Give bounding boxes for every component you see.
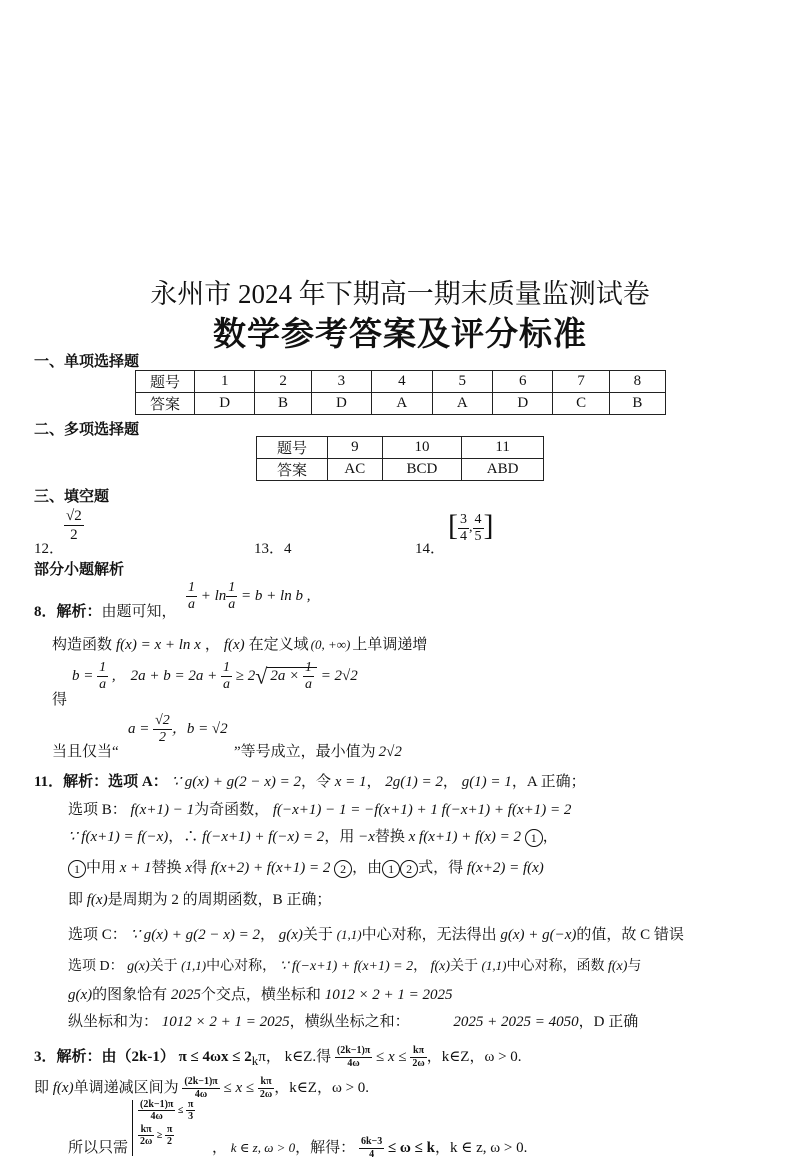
q12-denominator: 2 <box>70 527 78 543</box>
q14-frac1-den: 4 <box>460 528 467 544</box>
q11-math: g(x) + g(−x) <box>500 927 577 943</box>
q3-line2: 即 f(x)单调递减区间为 $\frac{(2k-1)\pi}{4\omega}$ ≤ x ≤ $\frac{k\pi}{2\omega}$ ，k∈Z，ω > 0. <box>34 1076 370 1101</box>
q8-text: 上单调递增 <box>352 637 428 653</box>
q3-math: ≤ x ≤ <box>376 1049 407 1065</box>
q12-answer <box>64 507 84 544</box>
q11-math: g(x) <box>278 927 303 943</box>
q11-text: 即 <box>68 892 84 908</box>
q8-line2 <box>52 633 427 654</box>
question-number: 2 <box>255 371 311 393</box>
question-number: 3 <box>311 371 371 393</box>
section-fill-blank-heading: 三、填空题 <box>34 487 110 505</box>
answer-cell: BCD <box>382 459 462 481</box>
answer-cell: B <box>609 393 665 415</box>
comma-icon: , <box>469 520 473 536</box>
q11-text: 得 <box>191 860 207 876</box>
q8-solution <box>34 600 177 621</box>
q3-text: ，k∈Z，ω > 0. <box>274 1080 370 1096</box>
q3-text: ， <box>212 1140 228 1156</box>
q3-math: k ∈ z, ω > 0 <box>230 1140 296 1155</box>
q11-text: 关于 <box>302 927 333 943</box>
q11-text: 中心对称，无法得出 <box>361 927 497 943</box>
right-bracket-icon: ] <box>483 509 494 542</box>
q11-text: ， <box>442 774 458 790</box>
question-number: 4 <box>372 371 432 393</box>
answer-cell: ABD <box>462 459 544 481</box>
q14-label: 14． <box>415 541 446 557</box>
left-brace-icon <box>132 1100 133 1156</box>
q8-text: ”等号成立，最小值为 <box>234 744 376 760</box>
q11-text: 为奇函数， <box>194 802 270 818</box>
q11-text: ，D 正确 <box>578 1014 639 1030</box>
q11-text: 中心对称，函数 <box>506 959 605 974</box>
q11-math: 2025 <box>170 987 201 1003</box>
section-single-choice-heading: 一、单项选择题 <box>34 352 140 370</box>
q11-text: 式，得 <box>418 860 464 876</box>
row-label: 题号 <box>136 371 195 393</box>
q11-text: ，用 <box>324 829 355 845</box>
question-number: 7 <box>553 371 609 393</box>
q11-text: 关于 <box>450 959 479 974</box>
table-row <box>257 459 544 481</box>
q13-answer: 13．4 <box>254 541 292 557</box>
q11-math: 1012 × 2 + 1 = 2025 <box>324 987 453 1003</box>
q3-math: f(x) <box>52 1080 74 1096</box>
q11-line-c: ∵ f(x+1) = f(−x)，∴ f(−x+1) + f(−x) = 2，用 −x替换 x f(x+1) + f(x) = 2 1 ， <box>68 829 558 845</box>
q11-math: (1,1) <box>336 927 362 942</box>
q11-math: f(x+2) + f(x+1) = 2 <box>210 860 331 876</box>
q11-text: ，∴ <box>168 829 199 845</box>
q11-math: ∵ g(x) + g(2 − x) = 2 <box>130 927 260 943</box>
q11-text: 关于 <box>149 959 178 974</box>
q11-line-b <box>68 798 571 819</box>
question-number: 8 <box>609 371 665 393</box>
q8-math: f(x) <box>223 637 245 653</box>
q11-math: (1,1) <box>481 958 507 973</box>
q11-math: g(x) <box>127 959 150 974</box>
q11-math: f(x+1) + f(x) = 2 <box>419 829 522 845</box>
q3-math: π， <box>258 1049 281 1065</box>
q11-math: ∵ f(−x+1) + f(x+1) = 2 <box>279 959 414 974</box>
q11-math: 1012 × 2 + 1 = 2025 <box>161 1014 290 1030</box>
q3-math: π ≤ 4ωx ≤ 2 <box>178 1049 252 1065</box>
answer-cell: A <box>432 393 492 415</box>
q8-math: f(x) = x + ln x <box>116 637 201 653</box>
q3-text: 即 <box>34 1080 50 1096</box>
q11-math: f(−x+1) + f(−x) = 2 <box>202 829 325 845</box>
row-label: 题号 <box>257 437 328 459</box>
circled-two-icon: 2 <box>334 860 352 878</box>
table-row <box>136 371 666 393</box>
q14-frac2-num: 4 <box>474 511 482 527</box>
q11-text: ，由 <box>352 860 383 876</box>
q11-math: f(x+2) = f(x) <box>466 860 544 876</box>
single-choice-table <box>135 370 666 415</box>
q14-answer <box>448 506 494 548</box>
question-number: 5 <box>432 371 492 393</box>
answer-cell: A <box>372 393 432 415</box>
q11-math: x <box>185 860 192 876</box>
q11-text: 的图象恰有 <box>92 987 168 1003</box>
q8-line1-text: 由题可知， <box>101 604 177 620</box>
q3-text: ，解得： <box>295 1140 356 1156</box>
q14-frac2-den: 5 <box>474 528 482 544</box>
q11-math: (1,1) <box>181 958 207 973</box>
q8-equation-1: $\frac{1}{a}$ + ln $\frac{1}{a}$ = b + ln b , <box>188 580 311 612</box>
q8-text: 在定义域 <box>248 637 309 653</box>
q3-line3-label: 所以只需 <box>68 1140 129 1156</box>
circled-two-icon: 2 <box>400 860 418 878</box>
q3-math: ≤ ω ≤ k <box>387 1140 435 1156</box>
section-multi-choice-heading: 二、多项选择题 <box>34 420 140 438</box>
answer-cell: C <box>553 393 609 415</box>
q11-text: 是周期为 2 的周期函数，B 正确； <box>107 892 332 908</box>
q11-text: 的值，故 C 错误 <box>576 927 684 943</box>
q11-text: 中用 <box>86 860 117 876</box>
row-label: 答案 <box>136 393 195 415</box>
q11-math: −x <box>358 829 375 845</box>
q11-line-h <box>68 983 453 1004</box>
q11-text: 替换 <box>151 860 182 876</box>
q11-text: ， <box>259 927 275 943</box>
q8-line3-label: 得 <box>52 692 68 708</box>
question-number: 6 <box>493 371 553 393</box>
q3-math: ≤ x ≤ <box>223 1080 255 1096</box>
q11-text: ， <box>366 774 382 790</box>
q11-line-f <box>68 923 684 944</box>
q11-math: f(−x+1) − 1 = −f(x+1) + 1 <box>272 802 438 818</box>
q11-math: f(x) <box>430 959 451 974</box>
q3-text: 单调递减区间为 <box>73 1080 179 1096</box>
q8-line4 <box>52 740 119 761</box>
q12-numerator: √2 <box>66 508 82 524</box>
question-number: 9 <box>328 437 383 459</box>
question-number: 10 <box>382 437 462 459</box>
answer-cell: AC <box>328 459 383 481</box>
q11-math: f(x) <box>607 959 628 974</box>
q8-text: 当且仅当“ <box>52 744 119 760</box>
answer-key-title: 数学参考答案及评分标准 <box>213 314 587 353</box>
q8-text: 构造函数 <box>52 637 113 653</box>
q12-label: 12． <box>34 541 65 557</box>
q3-text: ，k∈Z，ω > 0. <box>426 1049 522 1065</box>
question-number: 1 <box>195 371 255 393</box>
q11-text: ， <box>413 959 428 974</box>
q8-text: ， <box>204 637 220 653</box>
answer-cell: D <box>195 393 255 415</box>
q11-text: 选项 B： <box>68 802 127 818</box>
q3-text: k∈Z.得 <box>284 1049 332 1065</box>
q11-math: g(x) <box>68 987 93 1003</box>
left-bracket-icon: [ <box>448 509 458 542</box>
q8-equality-condition: a = $\frac{√2}{2}$ ，b = √2 <box>128 713 228 745</box>
q11-math: ∵ f(x+1) = f(−x) <box>68 829 169 845</box>
q11-text: ，横纵坐标之和： <box>289 1014 410 1030</box>
q11-text: ，令 <box>300 774 331 790</box>
multi-choice-table <box>256 436 544 481</box>
q11-text: 选项 D： <box>68 959 124 974</box>
exam-title: 永州市 2024 年下期高一期末质量监测试卷 <box>150 279 650 309</box>
q11-line-d <box>68 856 544 878</box>
q11-line-g <box>68 955 641 975</box>
q8-label: 8．解析： <box>34 604 102 620</box>
q11-line-i <box>68 1010 638 1031</box>
circled-one-icon: 1 <box>68 860 86 878</box>
q11-line-a <box>34 770 586 791</box>
q11-math: x + 1 <box>119 860 152 876</box>
q11-math: ∵ g(x) + g(2 − x) = 2 <box>171 774 301 790</box>
circled-one-icon: 1 <box>525 829 543 847</box>
table-row <box>136 393 666 415</box>
q11-math: 2g(1) = 2 <box>385 774 443 790</box>
q3-text: ，k ∈ z, ω > 0. <box>434 1140 528 1156</box>
row-label: 答案 <box>257 459 328 481</box>
q11-label: 11．解析：选项 A： <box>34 774 168 790</box>
q3-line1: 3．解析：由（2k-1） $\pi \le 4\omega x \le 2_k\pi$， k∈Z.得 $\frac{(2k-1)\pi}{4\omega}$ ≤ x ≤ $\frac{k\pi}{2\omega}$ ，k∈Z，ω > 0. <box>34 1045 522 1070</box>
answer-cell: D <box>311 393 371 415</box>
q11-text: 个交点，横坐标和 <box>200 987 321 1003</box>
q11-text: 纵坐标和为： <box>68 1014 159 1030</box>
q11-text: 与 <box>627 959 642 974</box>
q8-line4b: ”等号成立，最小值为 2√2 <box>234 744 402 760</box>
q11-text: 选项 C： <box>68 927 127 943</box>
q11-math: f(−x+1) + f(x+1) = 2 <box>441 802 572 818</box>
q3-system: $\frac{(2k-1)\pi}{4\omega}$ ≤ $\frac{\pi}{3}$ $\frac{k\pi}{2\omega}$ ≥ $\frac{\pi}{2}$ <box>140 1099 194 1147</box>
q11-math: x = 1 <box>334 774 367 790</box>
q8-equation-2: b = $\frac{1}{a}$ , 2a + b = 2a + $\frac{1}{a}$ ≥ 2√ 2a × $\frac{1}{a}$ = 2√2 <box>72 660 358 692</box>
q11-text: ，A 正确； <box>511 774 586 790</box>
answer-cell: D <box>493 393 553 415</box>
table-row <box>257 437 544 459</box>
q3-math: k <box>251 1053 259 1068</box>
q11-text: 中心对称， <box>206 959 277 974</box>
q8-math: (0, +∞) <box>310 637 351 652</box>
q11-math: 2025 + 2025 = 4050 <box>453 1014 579 1030</box>
q11-math: g(1) = 1 <box>461 774 512 790</box>
q11-math: x <box>408 829 416 845</box>
q11-math: f(x) <box>86 892 108 908</box>
circled-one-icon: 1 <box>382 860 400 878</box>
answer-cell: B <box>255 393 311 415</box>
q3-label: 3．解析：由（2k-1） <box>34 1049 175 1065</box>
q3-line3: ， k ∈ z, ω > 0，解得： $\frac{6k-3}{4}$ ≤ ω ≤ k，k ∈ z, ω > 0. <box>212 1136 528 1161</box>
q11-line-e <box>68 888 331 909</box>
partial-solutions-heading: 部分小题解析 <box>34 560 125 578</box>
q11-text: 替换 <box>374 829 405 845</box>
question-number: 11 <box>462 437 544 459</box>
q14-frac1-num: 3 <box>460 511 467 527</box>
q11-math: f(x+1) − 1 <box>130 802 195 818</box>
